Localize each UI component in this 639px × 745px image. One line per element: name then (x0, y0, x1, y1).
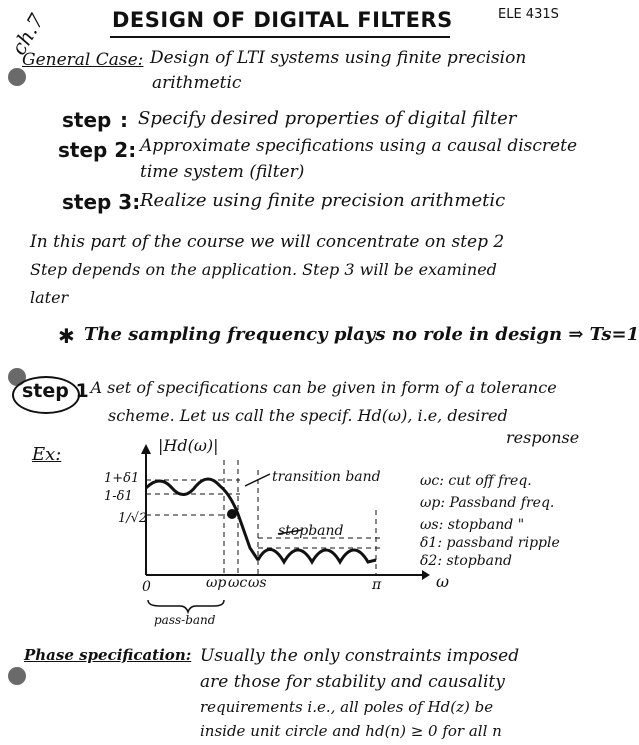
step2-text2: time system (filter) (140, 162, 305, 182)
phase-line2: are those for stability and causality (200, 672, 505, 692)
legend-delta2: δ2: stopband (420, 553, 512, 569)
step1-label: step (62, 108, 112, 132)
step1-sep: : (120, 108, 128, 132)
y-tick-1-over-root2: 1/√2 (118, 511, 148, 526)
x-tick-0: 0 (142, 579, 151, 595)
pass-band-label: pass-band (154, 613, 216, 627)
step2-label: step 2: (58, 138, 137, 162)
step2-text: Approximate specifications using a causal discrete (140, 136, 578, 156)
step1-text: Specify desired properties of digital filter (138, 108, 517, 129)
x-tick-pi: π (372, 577, 382, 593)
legend-wp: ωp: Passband freq. (420, 495, 555, 511)
x-axis-label: ω (436, 572, 450, 591)
tolerance-scheme-diagram (80, 430, 430, 630)
y-tick-1-plus-delta1: 1+δ1 (104, 471, 140, 486)
stopband-label: stopband (278, 523, 344, 539)
title-underline (110, 36, 450, 38)
star-icon: ✱ (58, 324, 75, 348)
x-tick-wc: ωc (228, 575, 248, 591)
step1-spec-line3: response (506, 428, 580, 447)
binder-hole-top (8, 68, 26, 86)
legend-ws: ωs: stopband " (420, 517, 525, 533)
course-code: ELE 431S (498, 7, 559, 22)
step3-label: step 3: (62, 190, 141, 214)
legend-delta1: δ1: passband ripple (420, 535, 560, 551)
sampling-note-text: The sampling frequency plays no role in design ⇒ Ts=1 (84, 324, 639, 345)
page-title: DESIGN OF DIGITAL FILTERS (112, 8, 453, 32)
y-axis-label: |Hd(ω)| (158, 436, 219, 455)
phase-line3: requirements i.e., all poles of Hd(z) be (200, 698, 494, 716)
legend-wc: ωc: cut off freq. (420, 473, 532, 489)
step1-spec-label: step 1 (22, 380, 89, 402)
transition-band-label: transition band (272, 469, 381, 485)
course-note-line1: In this part of the course we will concentrate on step 2 (30, 232, 505, 252)
example-label: Ex: (32, 444, 62, 465)
x-tick-wp: ωp (206, 575, 227, 591)
chapter-label: ch.7 (6, 9, 49, 59)
general-case-line1: Design of LTI systems using finite precision (150, 48, 527, 68)
course-note-line3: later (30, 288, 69, 307)
binder-hole-bottom (8, 667, 26, 685)
phase-line4: inside unit circle and hd(n) ≥ 0 for all n (200, 722, 502, 740)
x-tick-ws: ωs (248, 575, 267, 591)
y-tick-1-minus-delta1: 1-δ1 (104, 489, 133, 504)
general-case-label: General Case: (22, 50, 144, 70)
general-case-line2: arithmetic (152, 73, 242, 93)
phase-line1: Usually the only constraints imposed (200, 646, 520, 666)
phase-spec-label: Phase specification: (24, 646, 192, 664)
step1-spec-line1: : A set of specifications can be given in form of a tolerance (80, 378, 557, 397)
step1-spec-line2: scheme. Let us call the specif. Hd(ω), i.e, desired (108, 406, 508, 425)
course-note-line2: Step depends on the application. Step 3 will be examined (30, 260, 497, 279)
step3-text: Realize using finite precision arithmetic (140, 190, 506, 211)
